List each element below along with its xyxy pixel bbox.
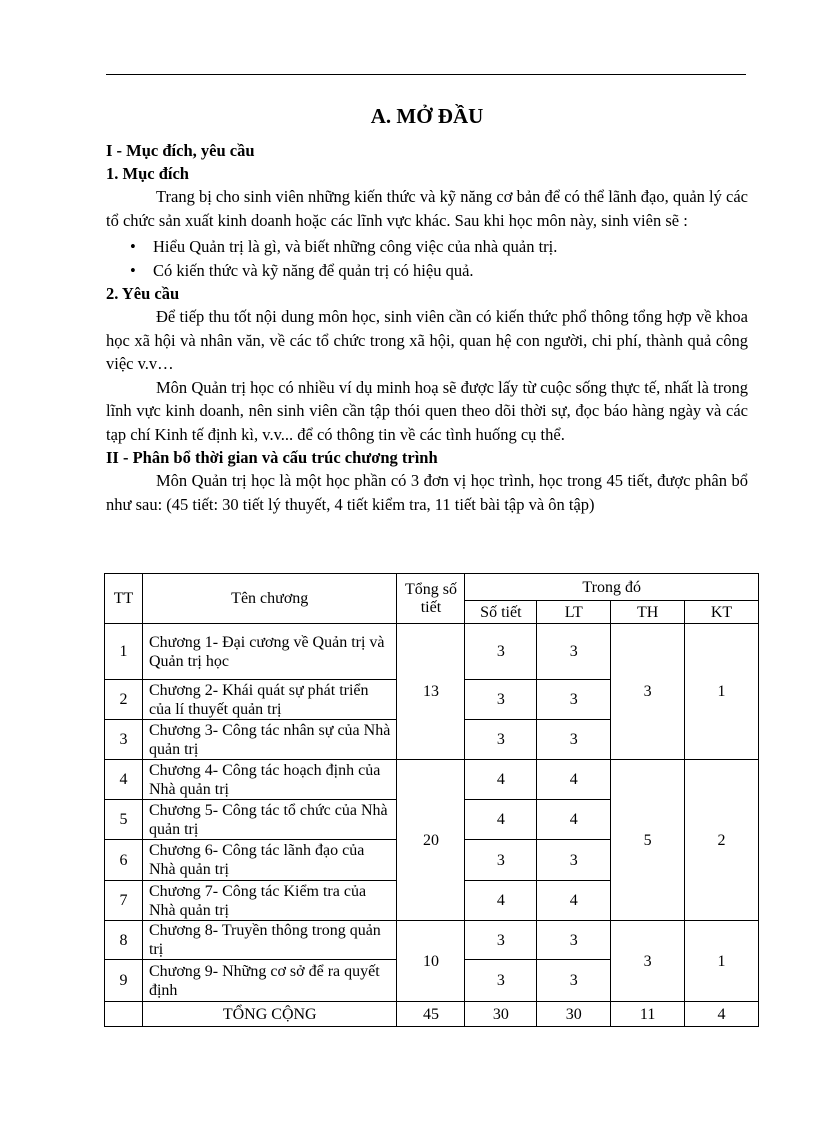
list-item	[106, 235, 748, 259]
group-th: 3	[611, 624, 685, 760]
row-chapter-name: Chương 3- Công tác nhân sự của Nhà quản trị	[142, 720, 396, 760]
row-tt: 1	[105, 624, 143, 680]
group-total: 13	[397, 624, 465, 760]
group-kt: 2	[685, 760, 759, 921]
row-lt: 3	[537, 960, 611, 1002]
table-total-row	[105, 1002, 759, 1027]
header-kt: KT	[685, 601, 759, 624]
purpose-list	[106, 235, 748, 282]
row-tt: 6	[105, 840, 143, 881]
row-lt: 4	[537, 800, 611, 840]
row-periods: 3	[465, 624, 537, 680]
row-periods: 4	[465, 760, 537, 800]
row-lt: 3	[537, 624, 611, 680]
row-chapter-name: Chương 6- Công tác lãnh đạo của Nhà quản trị	[142, 840, 396, 881]
row-periods: 3	[465, 680, 537, 720]
row-lt: 3	[537, 720, 611, 760]
list-item-text: Hiểu Quản trị là gì, và biết những công việc của nhà quản trị.	[153, 237, 558, 256]
total-label: TỔNG CỘNG	[142, 1002, 396, 1027]
curriculum-table	[104, 573, 759, 1027]
header-total-periods: Tổng số tiết	[397, 574, 465, 624]
row-lt: 3	[537, 921, 611, 960]
group-th: 3	[611, 921, 685, 1002]
requirements-paragraph-2: Môn Quản trị học có nhiều ví dụ minh hoạ sẽ được lấy từ cuộc sống thực tế, nhất là trong lĩnh vực kinh doanh, nên sinh viên cần tập thói quen theo dõi thời sự, đọc báo hàng ngày và các tạp chí Kinh tế định kì, v.v... để có thông tin về các tình huống cụ thể.	[106, 377, 748, 444]
header-breakdown: Trong đó	[465, 574, 759, 601]
total-th: 11	[611, 1002, 685, 1027]
section-1-heading: I - Mục đích, yêu cầu	[106, 141, 255, 160]
header-tt: TT	[105, 574, 143, 624]
row-tt: 4	[105, 760, 143, 800]
header-rule	[106, 74, 746, 75]
document-page	[106, 104, 748, 516]
row-tt: 9	[105, 960, 143, 1002]
table-row	[105, 624, 759, 680]
group-kt: 1	[685, 624, 759, 760]
row-tt: 8	[105, 921, 143, 960]
section-2-heading: II - Phân bổ thời gian và cấu trúc chương trình	[106, 448, 438, 467]
row-chapter-name: Chương 5- Công tác tổ chức của Nhà quản trị	[142, 800, 396, 840]
row-periods: 4	[465, 881, 537, 921]
row-periods: 3	[465, 960, 537, 1002]
requirements-paragraph-1: Để tiếp thu tốt nội dung môn học, sinh viên cần có kiến thức phổ thông tổng hợp về khoa học xã hội và nhân văn, về các tổ chức trong xã hội, quan hệ con người, chi phí, thành quả công việc v.v…	[106, 307, 748, 373]
row-chapter-name: Chương 4- Công tác hoạch định của Nhà quản trị	[142, 760, 396, 800]
header-chapter-name: Tên chương	[142, 574, 396, 624]
row-chapter-name: Chương 9- Những cơ sở để ra quyết định	[142, 960, 396, 1002]
row-tt: 3	[105, 720, 143, 760]
bullet-icon: •	[130, 260, 136, 280]
total-periods: 45	[397, 1002, 465, 1027]
total-so-tiet: 30	[465, 1002, 537, 1027]
table-header-row	[105, 574, 759, 601]
row-periods: 3	[465, 840, 537, 881]
allocation-paragraph: Môn Quản trị học là một học phần có 3 đơn vị học trình, học trong 45 tiết, được phân bổ như sau: (45 tiết: 30 tiết lý thuyết, 4 tiết kiểm tra, 11 tiết bài tập và ôn tập)	[106, 471, 748, 514]
header-th: TH	[611, 601, 685, 624]
group-total: 10	[397, 921, 465, 1002]
row-lt: 4	[537, 760, 611, 800]
total-lt: 30	[537, 1002, 611, 1027]
row-chapter-name: Chương 1- Đại cương về Quản trị và Quản trị học	[142, 624, 396, 680]
purpose-paragraph: Trang bị cho sinh viên những kiến thức và kỹ năng cơ bản để có thể lãnh đạo, quản lý các tổ chức sản xuất kinh doanh hoặc các lĩnh vực khác. Sau khi học môn này, sinh viên sẽ :	[106, 187, 748, 230]
list-item-text: Có kiến thức và kỹ năng để quản trị có hiệu quả.	[153, 260, 474, 280]
header-periods: Số tiết	[465, 601, 537, 624]
row-chapter-name: Chương 7- Công tác Kiểm tra của Nhà quản trị	[142, 881, 396, 921]
row-periods: 3	[465, 720, 537, 760]
total-kt: 4	[685, 1002, 759, 1027]
table-row	[105, 760, 759, 800]
table-row	[105, 921, 759, 960]
row-tt: 5	[105, 800, 143, 840]
list-item	[106, 259, 748, 283]
subsection-2-heading: 2. Yêu cầu	[106, 284, 180, 303]
bullet-icon: •	[130, 237, 136, 256]
document-title: A. MỞ ĐẦU	[370, 104, 484, 128]
subsection-1-heading: 1. Mục đích	[106, 164, 189, 183]
row-tt: 7	[105, 881, 143, 921]
row-tt: 2	[105, 680, 143, 720]
row-lt: 4	[537, 881, 611, 921]
total-tt-empty	[105, 1002, 143, 1027]
group-kt: 1	[685, 921, 759, 1002]
row-chapter-name: Chương 2- Khái quát sự phát triển của lí thuyết quản trị	[142, 680, 396, 720]
row-chapter-name: Chương 8- Truyền thông trong quản trị	[142, 921, 396, 960]
row-periods: 4	[465, 800, 537, 840]
group-total: 20	[397, 760, 465, 921]
row-periods: 3	[465, 921, 537, 960]
header-lt: LT	[537, 601, 611, 624]
row-lt: 3	[537, 840, 611, 881]
row-lt: 3	[537, 680, 611, 720]
group-th: 5	[611, 760, 685, 921]
